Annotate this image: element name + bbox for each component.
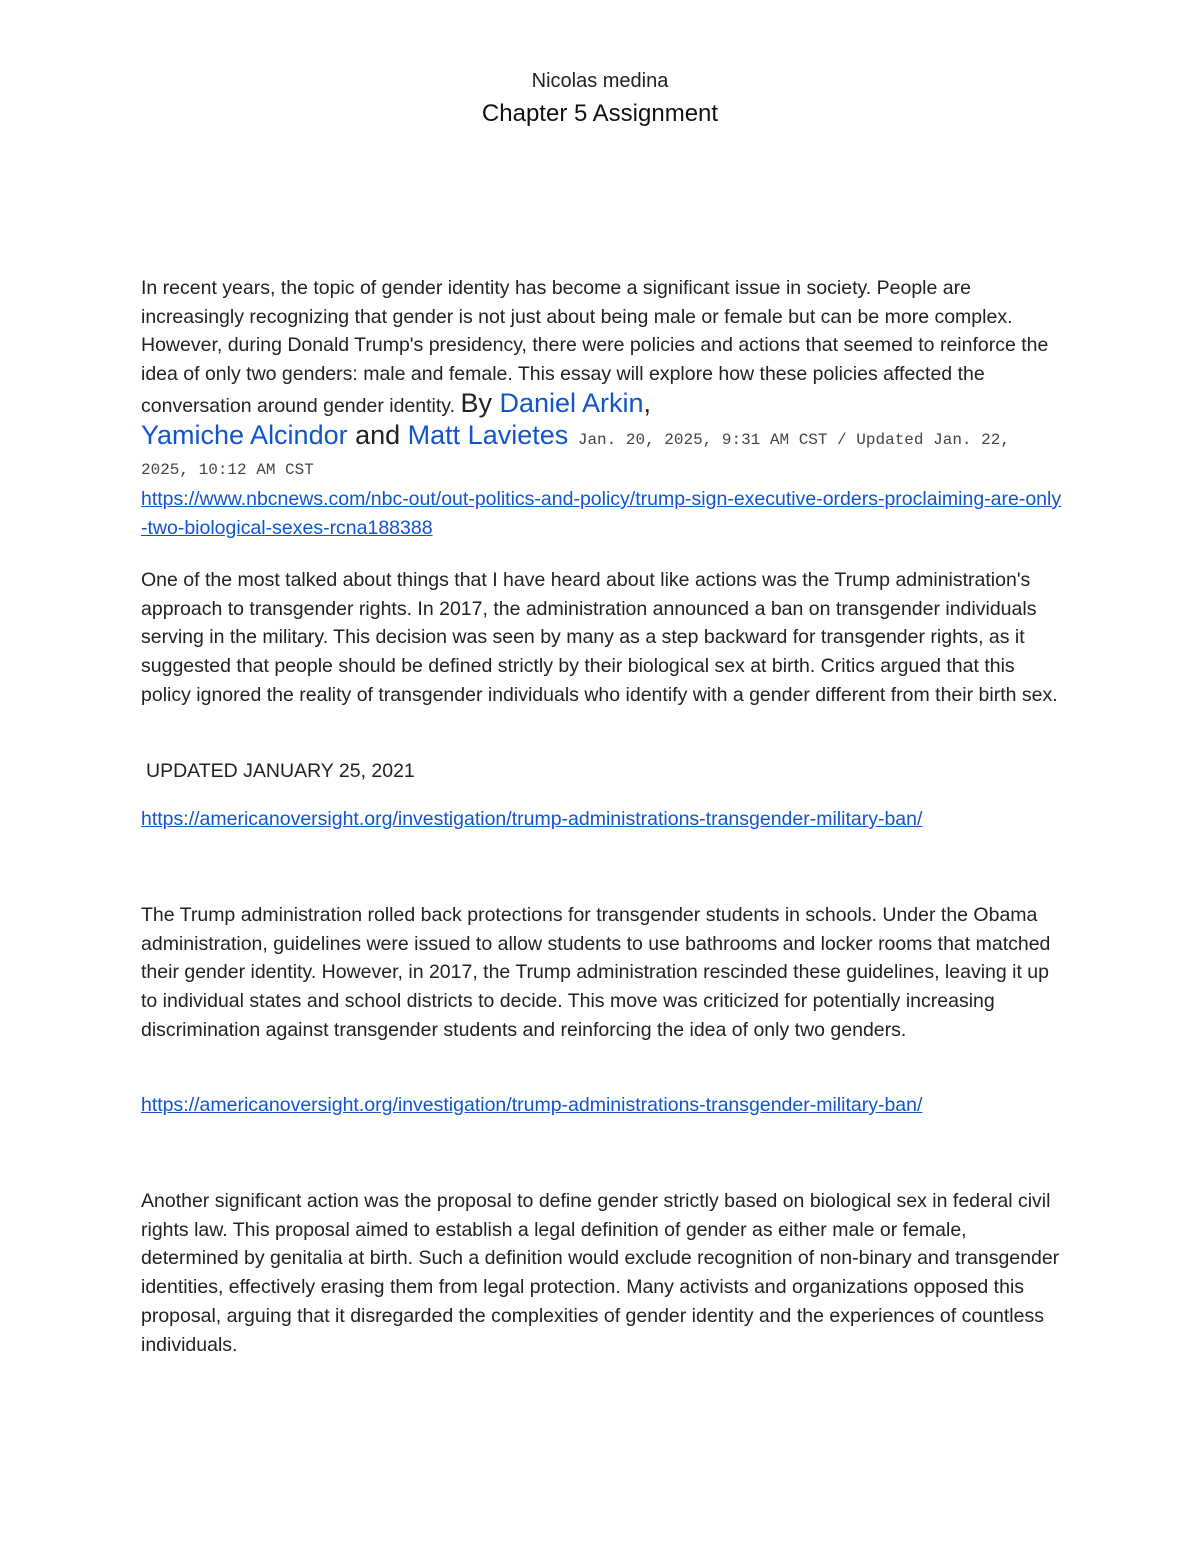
byline-and: and [347, 419, 408, 450]
military-paragraph: One of the most talked about things that I have heard about like actions was the Trump administration's approach to transgender rights. In 2017, the administration announced a ban on transgender individuals serving in the military. This decision was seen by many as a step backward for transgender rights, as it suggested that people should be defined strictly by their biological sex at birth. Critics argued that this policy ignored the reality of transgender individuals who identify with a gender different from their birth sex. [141, 569, 1058, 706]
definition-paragraph: Another significant action was the proposal to define gender strictly based on biological sex in federal civil rights law. This proposal aimed to establish a legal definition of gender as either male or female, determined by genitalia at birth. Such a definition would exclude recognition of non-binary and transgender identities, effectively erasing them from legal protection. Many activists and organizations opposed this proposal, arguing that it disregarded the complexities of gender identity and the experiences of countless individuals. [141, 1190, 1060, 1356]
intro-paragraph [141, 274, 1066, 542]
author-link-yamiche-alcindor[interactable]: Yamiche Alcindor [141, 419, 348, 450]
schools-source-link[interactable]: https://americanoversight.org/investigation/trump-administrations-transgender-military-ban/ [141, 1094, 923, 1116]
author-link-matt-lavietes[interactable]: Matt Lavietes [407, 419, 569, 450]
byline-comma: , [643, 387, 652, 418]
author-name: Nicolas medina [531, 70, 669, 92]
nbc-article-link[interactable]: https://www.nbcnews.com/nbc-out/out-politics-and-policy/trump-sign-executive-orders-proclaiming-are-only-two-biological-sexes-rcna188388 [141, 487, 1062, 539]
article-dates: Jan. 20, 2025, 9:31 AM CST / Updated Jan. 22, 2025, 10:12 AM CST [141, 430, 1010, 480]
updated-date: UPDATED JANUARY 25, 2021 [146, 760, 415, 782]
schools-paragraph: The Trump administration rolled back protections for transgender students in schools. Under the Obama administration, guidelines were issued to allow students to use bathrooms and locker rooms that matched their gender identity. However, in 2017, the Trump administration rescinded these guidelines, leaving it up to individual states and school districts to decide. This move was criticized for potentially increasing discrimination against transgender students and reinforcing the idea of only two genders. [141, 904, 1051, 1041]
intro-text: In recent years, the topic of gender identity has become a significant issue in society. People are increasingly recognizing that gender is not just about being male or female but can be more complex. However, during Donald Trump's presidency, there were policies and actions that seemed to reinforce the idea of only two genders: male and female. This essay will explore how these policies affected the conversation around gender identity. [141, 277, 1049, 417]
schools-link-wrap [141, 1091, 1066, 1120]
page-title: Chapter 5 Assignment [481, 100, 719, 127]
author-link-daniel-arkin[interactable]: Daniel Arkin [499, 387, 644, 418]
byline-by: By [460, 387, 500, 418]
military-link-wrap [141, 805, 1066, 834]
military-ban-link[interactable]: https://americanoversight.org/investigation/trump-administrations-transgender-military-ban/ [141, 808, 923, 830]
